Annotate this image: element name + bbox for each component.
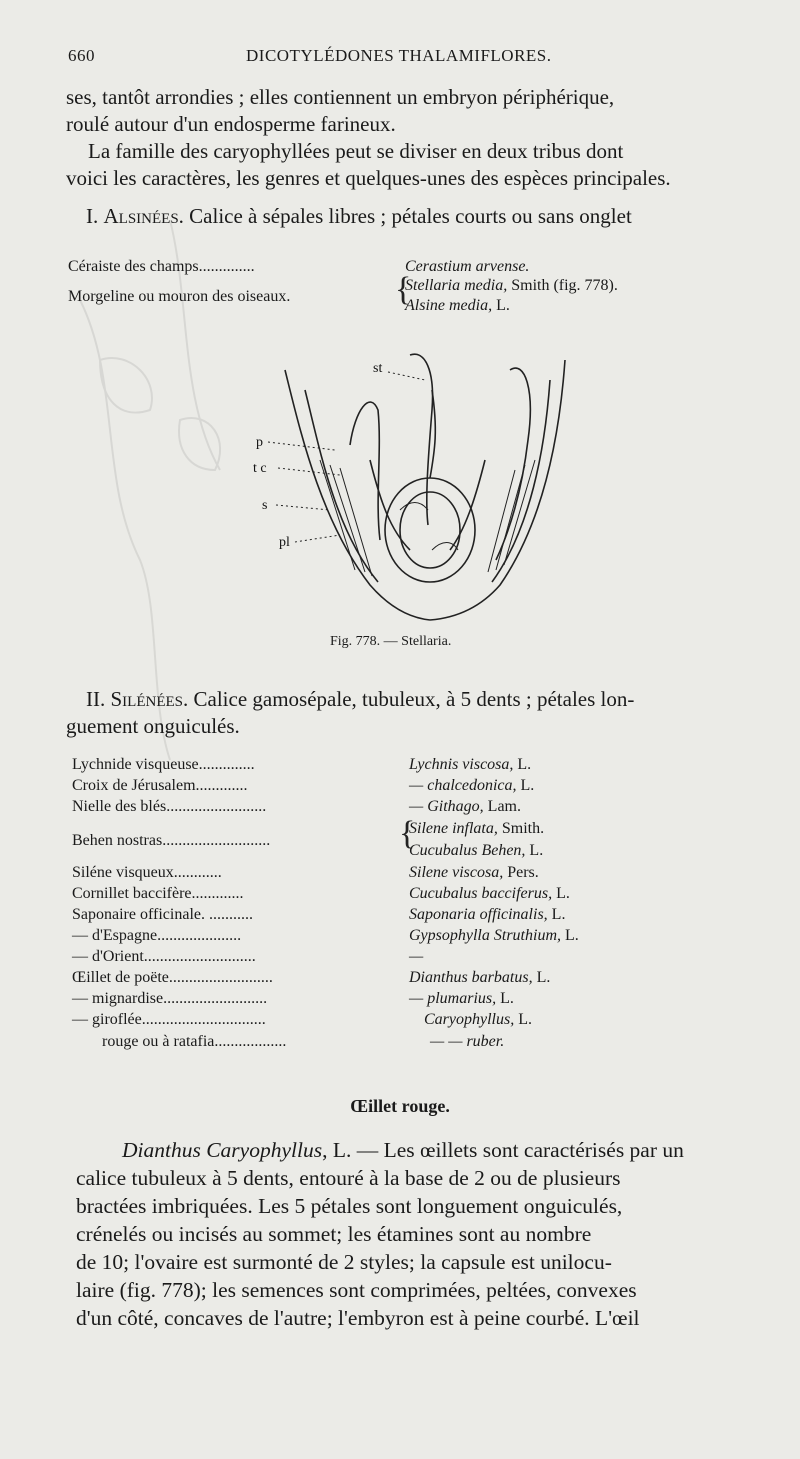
latin-name: — chalcedonica, — [409, 777, 517, 794]
french-name: — d'Orient............................ — [72, 948, 256, 965]
author: Smith (fig. 778). — [507, 277, 618, 294]
section-label: I. — [86, 204, 104, 228]
figure-caption: Fig. 778. — Stellaria. — [330, 634, 452, 649]
species-list-alsinees — [68, 258, 768, 318]
french-name: Morgeline ou mouron des oiseaux. — [68, 288, 291, 305]
author: L. — [516, 777, 535, 794]
text-line: ses, tantôt arrondies ; elles contiennent un embryon périphérique, — [66, 85, 615, 109]
brace: { — [395, 271, 412, 308]
author: Pers. — [503, 864, 539, 881]
author: L. — [525, 842, 544, 859]
text-line: bractées imbriquées. Les 5 pétales sont longuement onguiculés, — [76, 1194, 623, 1218]
french-name: Behen nostras........................... — [72, 832, 271, 849]
text-line: crénelés ou incisés au sommet; les étamines sont au nombre — [76, 1222, 592, 1246]
latin-name: — — ruber. — [430, 1033, 505, 1050]
french-name: Nielle des blés......................... — [72, 798, 267, 815]
latin-name: Silene viscosa, — [409, 864, 504, 881]
latin-name: Silene inflata, — [409, 820, 498, 837]
latin-name: Cucubalus bacciferus, — [409, 885, 553, 902]
author: L. — [492, 297, 510, 314]
french-name: — d'Espagne..................... — [72, 927, 242, 944]
species-list-silenees — [72, 756, 772, 1056]
author: L. — [561, 927, 579, 944]
latin-name: Lychnis viscosa, — [409, 756, 514, 773]
latin-name: Dianthus barbatus, — [409, 969, 533, 986]
latin-name: Caryophyllus, — [424, 1011, 515, 1028]
text-line: guement onguiculés. — [66, 714, 240, 738]
section-label: II. — [86, 687, 111, 711]
description-paragraph — [76, 1136, 766, 1332]
french-name: Croix de Jérusalem............. — [72, 777, 248, 794]
french-name: rouge ou à ratafia.................. — [102, 1033, 287, 1050]
author: L. — [496, 990, 514, 1007]
french-name: Cornillet baccifère............. — [72, 885, 244, 902]
text-line: La famille des caryophyllées peut se diviser en deux tribus dont — [88, 139, 624, 163]
latin-name: Alsine media, — [405, 297, 493, 314]
tribe-description: . Calice gamosépale, tubuleux, à 5 dents ; pétales lon- — [183, 687, 635, 711]
section-alsinees-heading — [86, 203, 766, 230]
brace: { — [399, 815, 416, 852]
species-name: Dianthus Caryophyllus — [122, 1138, 323, 1162]
text-line: , L. — Les œillets sont caractérisés par un — [322, 1138, 684, 1162]
tribe-description: . Calice à sépales libres ; pétales courts ou sans onglet — [178, 204, 632, 228]
french-name: Céraiste des champs.............. — [68, 258, 255, 275]
figure-label-st: st — [373, 361, 383, 376]
text-line: d'un côté, concaves de l'autre; l'embyron est à peine courbé. L'œil — [76, 1306, 640, 1330]
author: Lam. — [483, 798, 521, 815]
running-header — [68, 46, 758, 72]
author: L. — [547, 906, 566, 923]
stellaria-flower-illustration — [253, 350, 590, 640]
tribe-name: Alsinées — [103, 204, 179, 228]
french-name: Lychnide visqueuse.............. — [72, 756, 255, 773]
latin-name: Gypsophylla Struthium, — [409, 927, 561, 944]
running-title: DICOTYLÉDONES THALAMIFLORES. — [246, 46, 552, 65]
page-number: 660 — [68, 46, 95, 65]
figure-label-tc: t c — [253, 461, 267, 476]
tribe-name: Silénées — [110, 687, 183, 711]
text-line: calice tubuleux à 5 dents, entouré à la base de 2 ou de plusieurs — [76, 1166, 621, 1190]
author: L. — [514, 1011, 532, 1028]
french-name: Saponaire officinale. ........... — [72, 906, 253, 923]
latin-name: Saponaria officinalis, — [409, 906, 548, 923]
latin-name: — Githago, — [409, 798, 484, 815]
text-line: laire (fig. 778); les semences sont comprimées, peltées, convexes — [76, 1278, 637, 1302]
latin-name: Cucubalus Behen, — [409, 842, 526, 859]
latin-name: Stellaria media, — [405, 277, 508, 294]
figure-label-s: s — [262, 498, 268, 513]
figure-label-pl: pl — [279, 535, 290, 550]
french-name: Œillet de poëte.......................... — [72, 969, 273, 986]
author: L. — [552, 885, 570, 902]
text-line: de 10; l'ovaire est surmonté de 2 styles; la capsule est unilocu- — [76, 1250, 612, 1274]
subheading: Œillet rouge. — [350, 1096, 450, 1116]
text-line: roulé autour d'un endosperme farineux. — [66, 112, 396, 136]
french-name: — giroflée............................... — [72, 1011, 266, 1028]
section-silenees-heading — [66, 686, 756, 740]
author: L. — [532, 969, 551, 986]
intro-paragraph — [66, 84, 756, 192]
french-name: — mignardise.......................... — [72, 990, 268, 1007]
author: L. — [513, 756, 532, 773]
latin-name: Cerastium arvense. — [405, 258, 530, 275]
french-name: Siléne visqueux............ — [72, 864, 222, 881]
latin-name: — — [409, 948, 424, 965]
author: Smith. — [497, 820, 545, 837]
latin-name: — plumarius, — [409, 990, 497, 1007]
text-line: voici les caractères, les genres et quelques-unes des espèces principales. — [66, 166, 671, 190]
figure-label-p: p — [256, 435, 263, 450]
